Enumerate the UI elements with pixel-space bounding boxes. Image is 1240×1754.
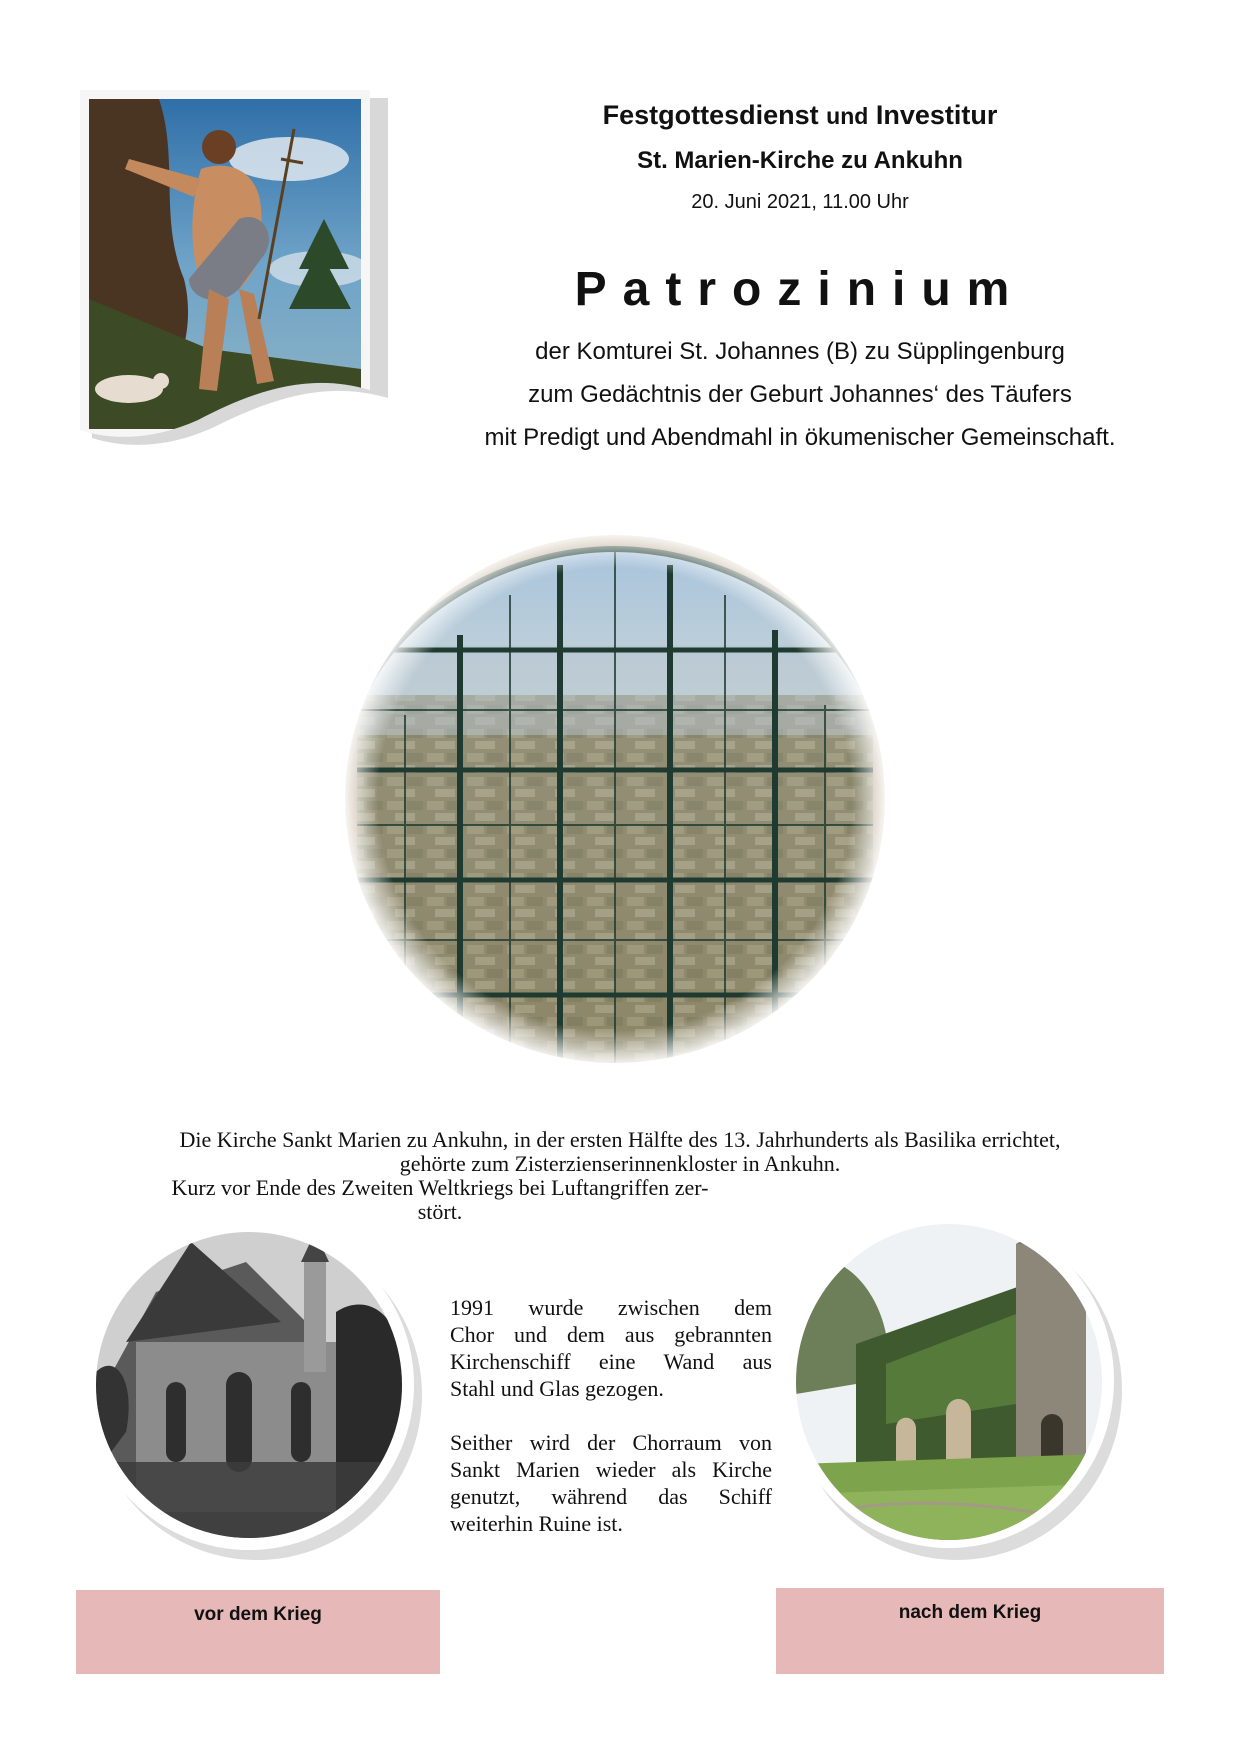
column-line-4: Stahl und Glas gezogen.: [450, 1376, 664, 1401]
church-before-war-photo: [96, 1232, 402, 1538]
column-line-1: 1991 wurde zwischen dem: [450, 1295, 772, 1320]
subline-2: zum Gedächtnis der Geburt Johannes‘ des Täufers: [528, 381, 1072, 408]
intro-line-4: stört.: [417, 1199, 463, 1224]
caption-before-war: vor dem Krieg: [76, 1590, 440, 1674]
title-part2: Investitur: [875, 100, 998, 130]
event-title: [440, 100, 1160, 131]
column-line-6: Sankt Marien wieder als Kirche: [450, 1457, 772, 1482]
subline-1: der Komturei St. Johannes (B) zu Süpplingenburg: [535, 338, 1065, 365]
church-after-war-photo: [796, 1224, 1102, 1540]
column-line-2: Chor und dem aus gebrannten: [450, 1322, 772, 1347]
intro-line-1: Die Kirche Sankt Marien zu Ankuhn, in der ersten Hälfte des 13. Jahrhunderts als Basilika errichtet,: [179, 1127, 1061, 1152]
headline: Patrozinium: [574, 263, 1026, 316]
intro-line-2: gehörte zum Zisterzienserinnenkloster in Ankuhn.: [399, 1151, 841, 1176]
caption-after-war: nach dem Krieg: [776, 1588, 1164, 1674]
subline-3: mit Predigt und Abendmahl in ökumenischer Gemeinschaft.: [484, 424, 1116, 451]
column-line-3: Kirchenschiff eine Wand aus: [450, 1349, 772, 1374]
title-part1: Festgottesdienst: [602, 100, 819, 130]
event-date: 20. Juni 2021, 11.00 Uhr: [691, 191, 909, 213]
column-line-8: weiterhin Ruine ist.: [450, 1511, 623, 1536]
intro-line-3: Kurz vor Ende des Zweiten Weltkriegs bei Luftangriffen zer-: [171, 1175, 709, 1200]
column-line-7: genutzt, während das Schiff: [450, 1484, 772, 1509]
church-window-photo: [345, 535, 885, 1063]
column-line-5: Seither wird der Chorraum von: [450, 1430, 772, 1455]
church-name: St. Marien-Kirche zu Ankuhn: [637, 147, 963, 174]
title-connector: und: [826, 103, 869, 129]
